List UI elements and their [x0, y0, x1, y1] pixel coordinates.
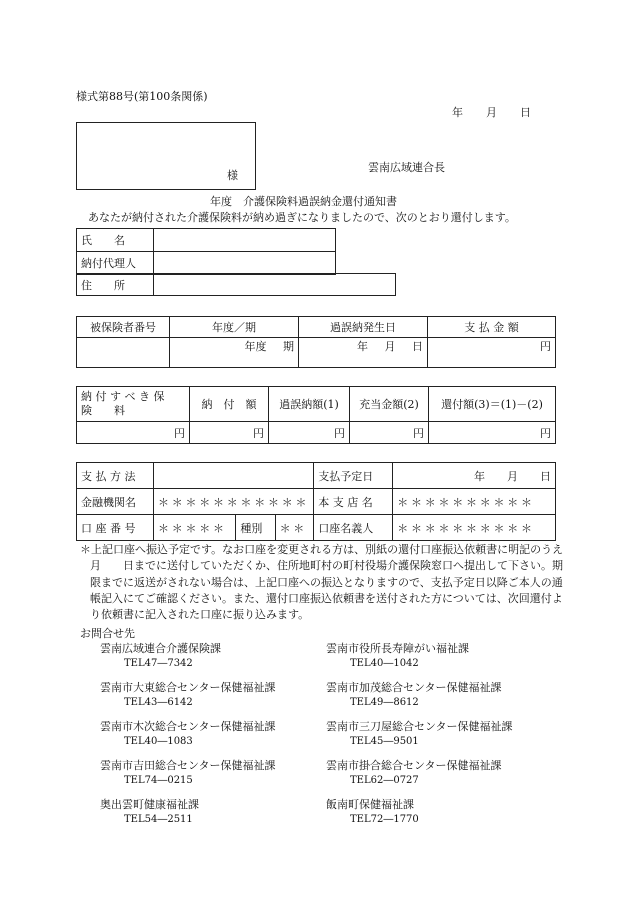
insured-table: [76, 316, 556, 368]
applied-amount-header: 充当金額(2): [350, 387, 429, 422]
contact-tel: TEL62―0727: [350, 775, 419, 786]
contact-tel: TEL47―7342: [124, 658, 193, 669]
date-month: 月: [486, 106, 497, 119]
personal-table: [76, 228, 336, 275]
name-value: [154, 229, 336, 252]
address-table: [76, 273, 396, 296]
contact-name: 雲南市三刀屋総合センター保健福祉課: [326, 720, 513, 733]
fiscal-term-value: 年度 期: [170, 338, 299, 368]
contact-name: 雲南広域連合介護保険課: [100, 642, 221, 655]
account-holder-value: ＊＊＊＊＊＊＊＊＊＊: [393, 515, 556, 541]
contact-tel: TEL74―0215: [124, 775, 193, 786]
addressee-suffix: 様: [227, 169, 238, 182]
refund-amount-header: 還付額(3)＝(1)－(2): [429, 387, 556, 422]
address-value: [154, 274, 396, 296]
sender: 雲南広域連合長: [368, 161, 445, 174]
account-number-value: ＊＊＊＊＊: [154, 515, 236, 541]
scheduled-date-value: 年 月 日: [393, 463, 556, 489]
contact-tel: TEL45―9501: [350, 736, 419, 747]
insured-number-header: 被保険者番号: [77, 317, 170, 338]
payable-premium-header: 納 付 す べ き 保 険 料: [77, 387, 190, 422]
amount-table: [76, 386, 556, 444]
bank-name-value: ＊＊＊＊＊＊＊＊＊＊＊: [154, 489, 314, 515]
form-number: 様式第88号(第100条関係): [76, 90, 208, 103]
date-day: 日: [520, 106, 531, 119]
document-title: 年度 介護保険料過誤納金還付通知書: [210, 195, 397, 208]
account-type-value: ＊＊: [275, 515, 314, 541]
account-number-label: 口 座 番 号: [77, 515, 154, 541]
contact-name: 雲南市木次総合センター保健福祉課: [100, 720, 276, 733]
paid-amount-value: 円: [190, 422, 269, 444]
scheduled-date-label: 支払予定日: [314, 463, 393, 489]
overpaid-amount-value: 円: [269, 422, 350, 444]
contact-name: 奥出雲町健康福祉課: [100, 798, 199, 811]
account-type-label: 種別: [236, 515, 275, 541]
notice-text: ＊上記口座へ振込予定です。なお口座を変更される方は、別紙の還付口座振込依頼書に明記のうえ 月 日までに送付していただくか、住所地町村の町村役場介護保険窓口へ提出して下さい。期限までに返送がされない場合は、上記口座への振込となりますので、支払予定日以降ご本人の通帳記入にてご確認ください。また、還付口座振込依頼書を送付された方については、次回還付より依頼書に記入された口座に振り込みます。: [80, 543, 586, 622]
overpay-date-header: 過誤納発生日: [299, 317, 428, 338]
addressee-box: [76, 122, 256, 190]
name-label: 氏 名: [77, 229, 154, 252]
account-holder-label: 口座名義人: [314, 515, 393, 541]
contact-name: 雲南市掛合総合センター保健福祉課: [326, 759, 502, 772]
contact-tel: TEL72―1770: [350, 814, 419, 825]
date-year: 年: [452, 106, 463, 119]
payable-premium-value: 円: [77, 422, 190, 444]
contact-tel: TEL40―1083: [124, 736, 193, 747]
insured-number-value: [77, 338, 170, 368]
intro-text: あなたが納付された介護保険料が納め過ぎになりましたので、次のとおり還付します。: [88, 211, 516, 224]
branch-name-label: 本 支 店 名: [314, 489, 393, 515]
paid-amount-header: 納 付 額: [190, 387, 269, 422]
payment-amount-value: 円: [428, 338, 556, 368]
contact-tel: TEL54―2511: [124, 814, 193, 825]
contact-tel: TEL40―1042: [350, 658, 419, 669]
payment-method-label: 支 払 方 法: [77, 463, 154, 489]
contact-tel: TEL49―8612: [350, 697, 419, 708]
overpaid-amount-header: 過誤納額(1): [269, 387, 350, 422]
bank-name-label: 金融機関名: [77, 489, 154, 515]
contact-name: 雲南市加茂総合センター保健福祉課: [326, 681, 502, 694]
applied-amount-value: 円: [350, 422, 429, 444]
contact-name: 飯南町保健福祉課: [326, 798, 414, 811]
overpay-date-value: 年 月 日: [299, 338, 428, 368]
payment-amount-header: 支 払 金 額: [428, 317, 556, 338]
address-label: 住 所: [77, 274, 154, 296]
branch-name-value: ＊＊＊＊＊＊＊＊＊＊: [393, 489, 556, 515]
fiscal-term-header: 年度／期: [170, 317, 299, 338]
contact-name: 雲南市吉田総合センター保健福祉課: [100, 759, 276, 772]
contact-tel: TEL43―6142: [124, 697, 193, 708]
contact-name: 雲南市役所長寿障がい福祉課: [326, 642, 469, 655]
contact-name: 雲南市大東総合センター保健福祉課: [100, 681, 276, 694]
payer-value: [154, 252, 336, 275]
payment-table: [76, 462, 556, 541]
contact-heading: お問合せ先: [80, 627, 135, 640]
payment-method-value: [154, 463, 314, 489]
refund-amount-value: 円: [429, 422, 556, 444]
payer-label: 納付代理人: [77, 252, 154, 275]
